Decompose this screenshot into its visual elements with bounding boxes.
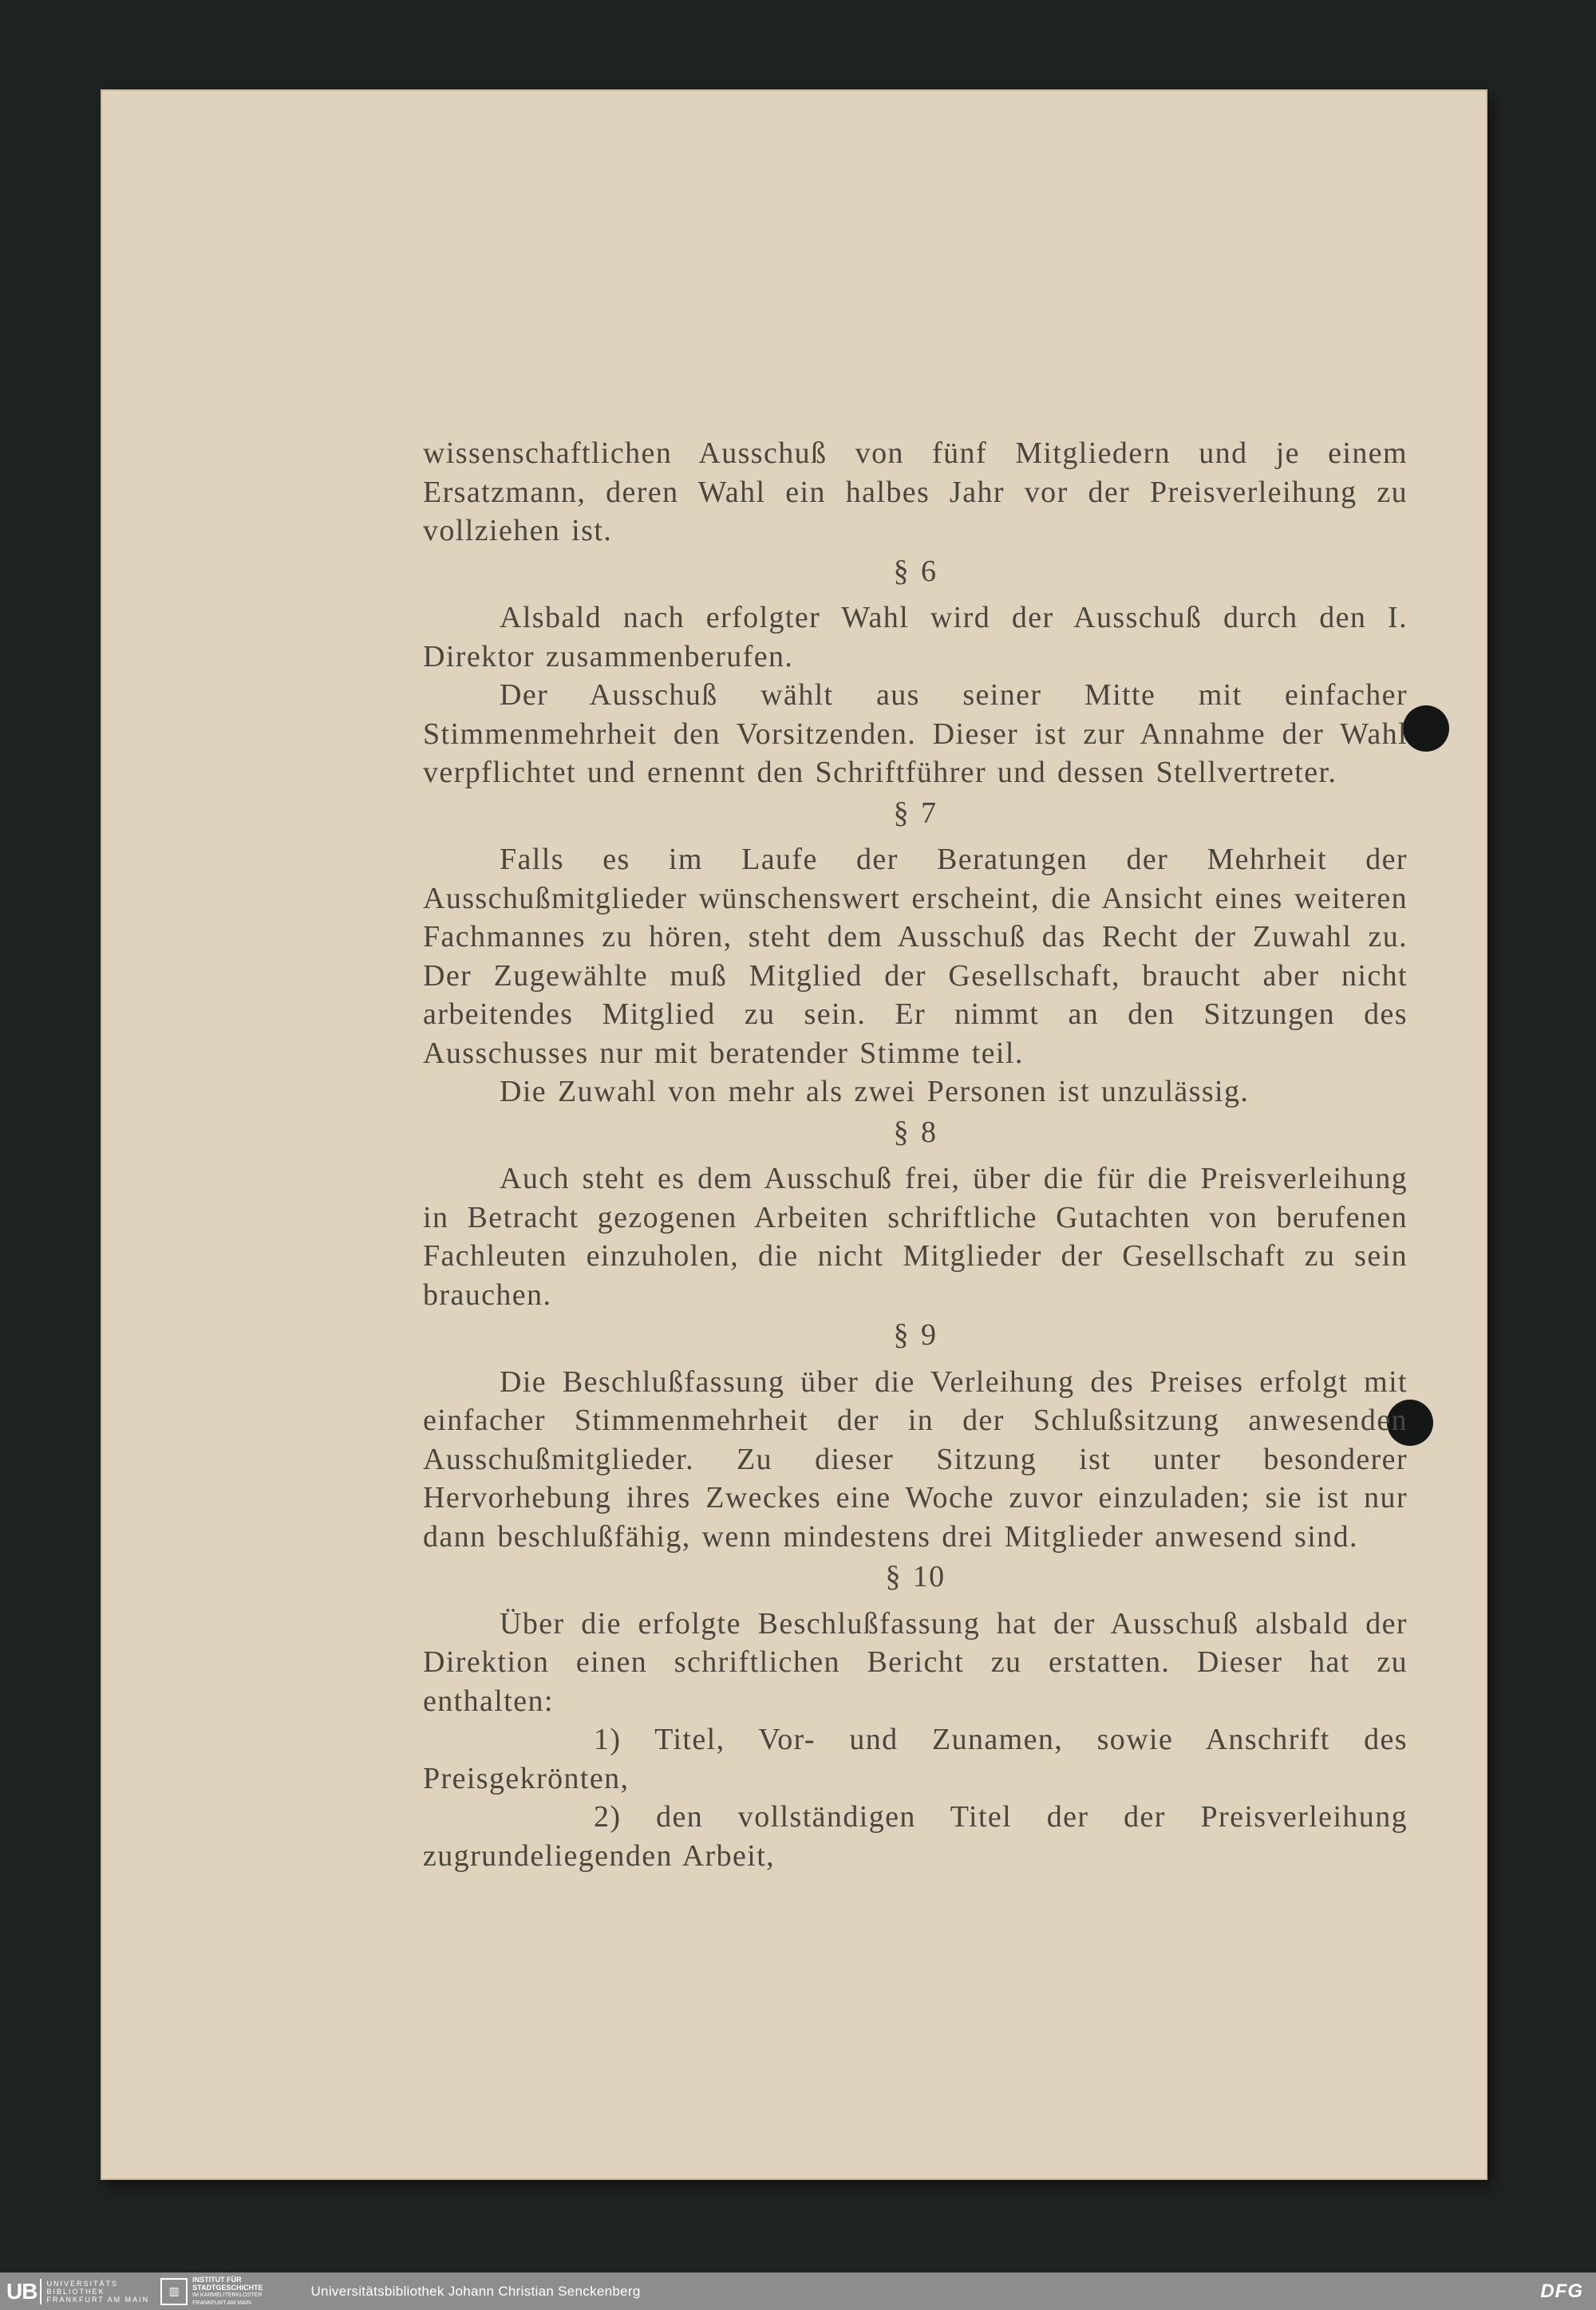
paragraph: 1) Titel, Vor- und Zunamen, sowie Anschrift des Preisgekrönten,	[423, 1723, 1408, 1795]
paragraph: Der Ausschuß wählt aus seiner Mitte mit einfacher Stimmenmehrheit den Vorsitzenden. Dieser ist zur Annahme der Wahl verpflichtet und ernennt den Schriftführer und dessen Stellvertreter.	[423, 678, 1408, 789]
punch-hole	[1403, 705, 1449, 752]
ub-logo-mark: UB	[3, 2279, 41, 2304]
paragraph: Falls es im Laufe der Beratungen der Mehrheit der Ausschußmitglieder wünschenswert erscheint, die Ansicht eines weiteren Fachmannes zu hören, steht dem Ausschuß das Recht der Zuwahl zu. Der Zugewählte muß Mitglied der Gesellschaft, braucht aber nicht arbeitendes Mitglied zu sein. Er nimmt an den Sitzungen des Ausschusses nur mit beratender Stimme teil.	[423, 843, 1408, 1070]
ub-logo-text: UNIVERSITÄTS BIBLIOTHEK FRANKFURT AM MAIN	[46, 2279, 150, 2304]
paragraph: Auch steht es dem Ausschuß frei, über die für die Preisverleihung in Betracht gezogenen Arbeiten schriftliche Gutachten von berufenen Fachleuten einzuholen, die nicht Mitglieder der Gesellschaft zu sein brauchen.	[423, 1162, 1408, 1312]
paragraph: 2) den vollständigen Titel der der Preisverleihung zugrundeliegenden Arbeit,	[423, 1800, 1408, 1873]
section-heading: § 9	[893, 1318, 938, 1352]
institute-logo-text: INSTITUT FÜR STADTGESCHICHTE IM KARMELITERKLOSTER FRANKFURT AM MAIN	[192, 2275, 263, 2306]
section-heading: § 7	[893, 796, 938, 830]
institute-icon: ▥	[160, 2278, 188, 2305]
paragraph: Die Beschlußfassung über die Verleihung des Preises erfolgt mit einfacher Stimmenmehrheit der in der Schlußsitzung anwesenden Ausschußmitglieder. Zu dieser Sitzung ist unter besonderer Hervorhebung ihres Zweckes eine Woche zuvor einzuladen; sie ist nur dann beschlußfähig, wenn mindestens drei Mitglieder anwesend sind.	[423, 1364, 1408, 1554]
document-page	[101, 89, 1487, 2180]
paragraph: wissenschaftlichen Ausschuß von fünf Mitgliedern und je einem Ersatzmann, deren Wahl ein halbes Jahr vor der Preisverleihung zu vollziehen ist.	[423, 436, 1408, 547]
section-heading: § 6	[893, 554, 938, 588]
viewer-footer	[0, 2272, 1596, 2310]
section-heading: § 10	[885, 1560, 946, 1593]
dfg-logo[interactable]: DFG	[1540, 2280, 1583, 2302]
section-heading: § 8	[893, 1115, 938, 1149]
ub-logo[interactable]	[3, 2279, 149, 2304]
institute-logo[interactable]	[160, 2276, 263, 2308]
library-name: Universitätsbibliothek Johann Christian Senckenberg	[310, 2283, 641, 2299]
paragraph: Über die erfolgte Beschlußfassung hat der Ausschuß alsbald der Direktion einen schriftlichen Bericht zu erstatten. Dieser hat zu enthalten:	[423, 1606, 1408, 1718]
paragraph: Alsbald nach erfolgter Wahl wird der Ausschuß durch den I. Direktor zusammenberufen.	[423, 601, 1408, 673]
paragraph: Die Zuwahl von mehr als zwei Personen ist unzulässig.	[500, 1075, 1250, 1108]
document-body	[423, 434, 1408, 1875]
